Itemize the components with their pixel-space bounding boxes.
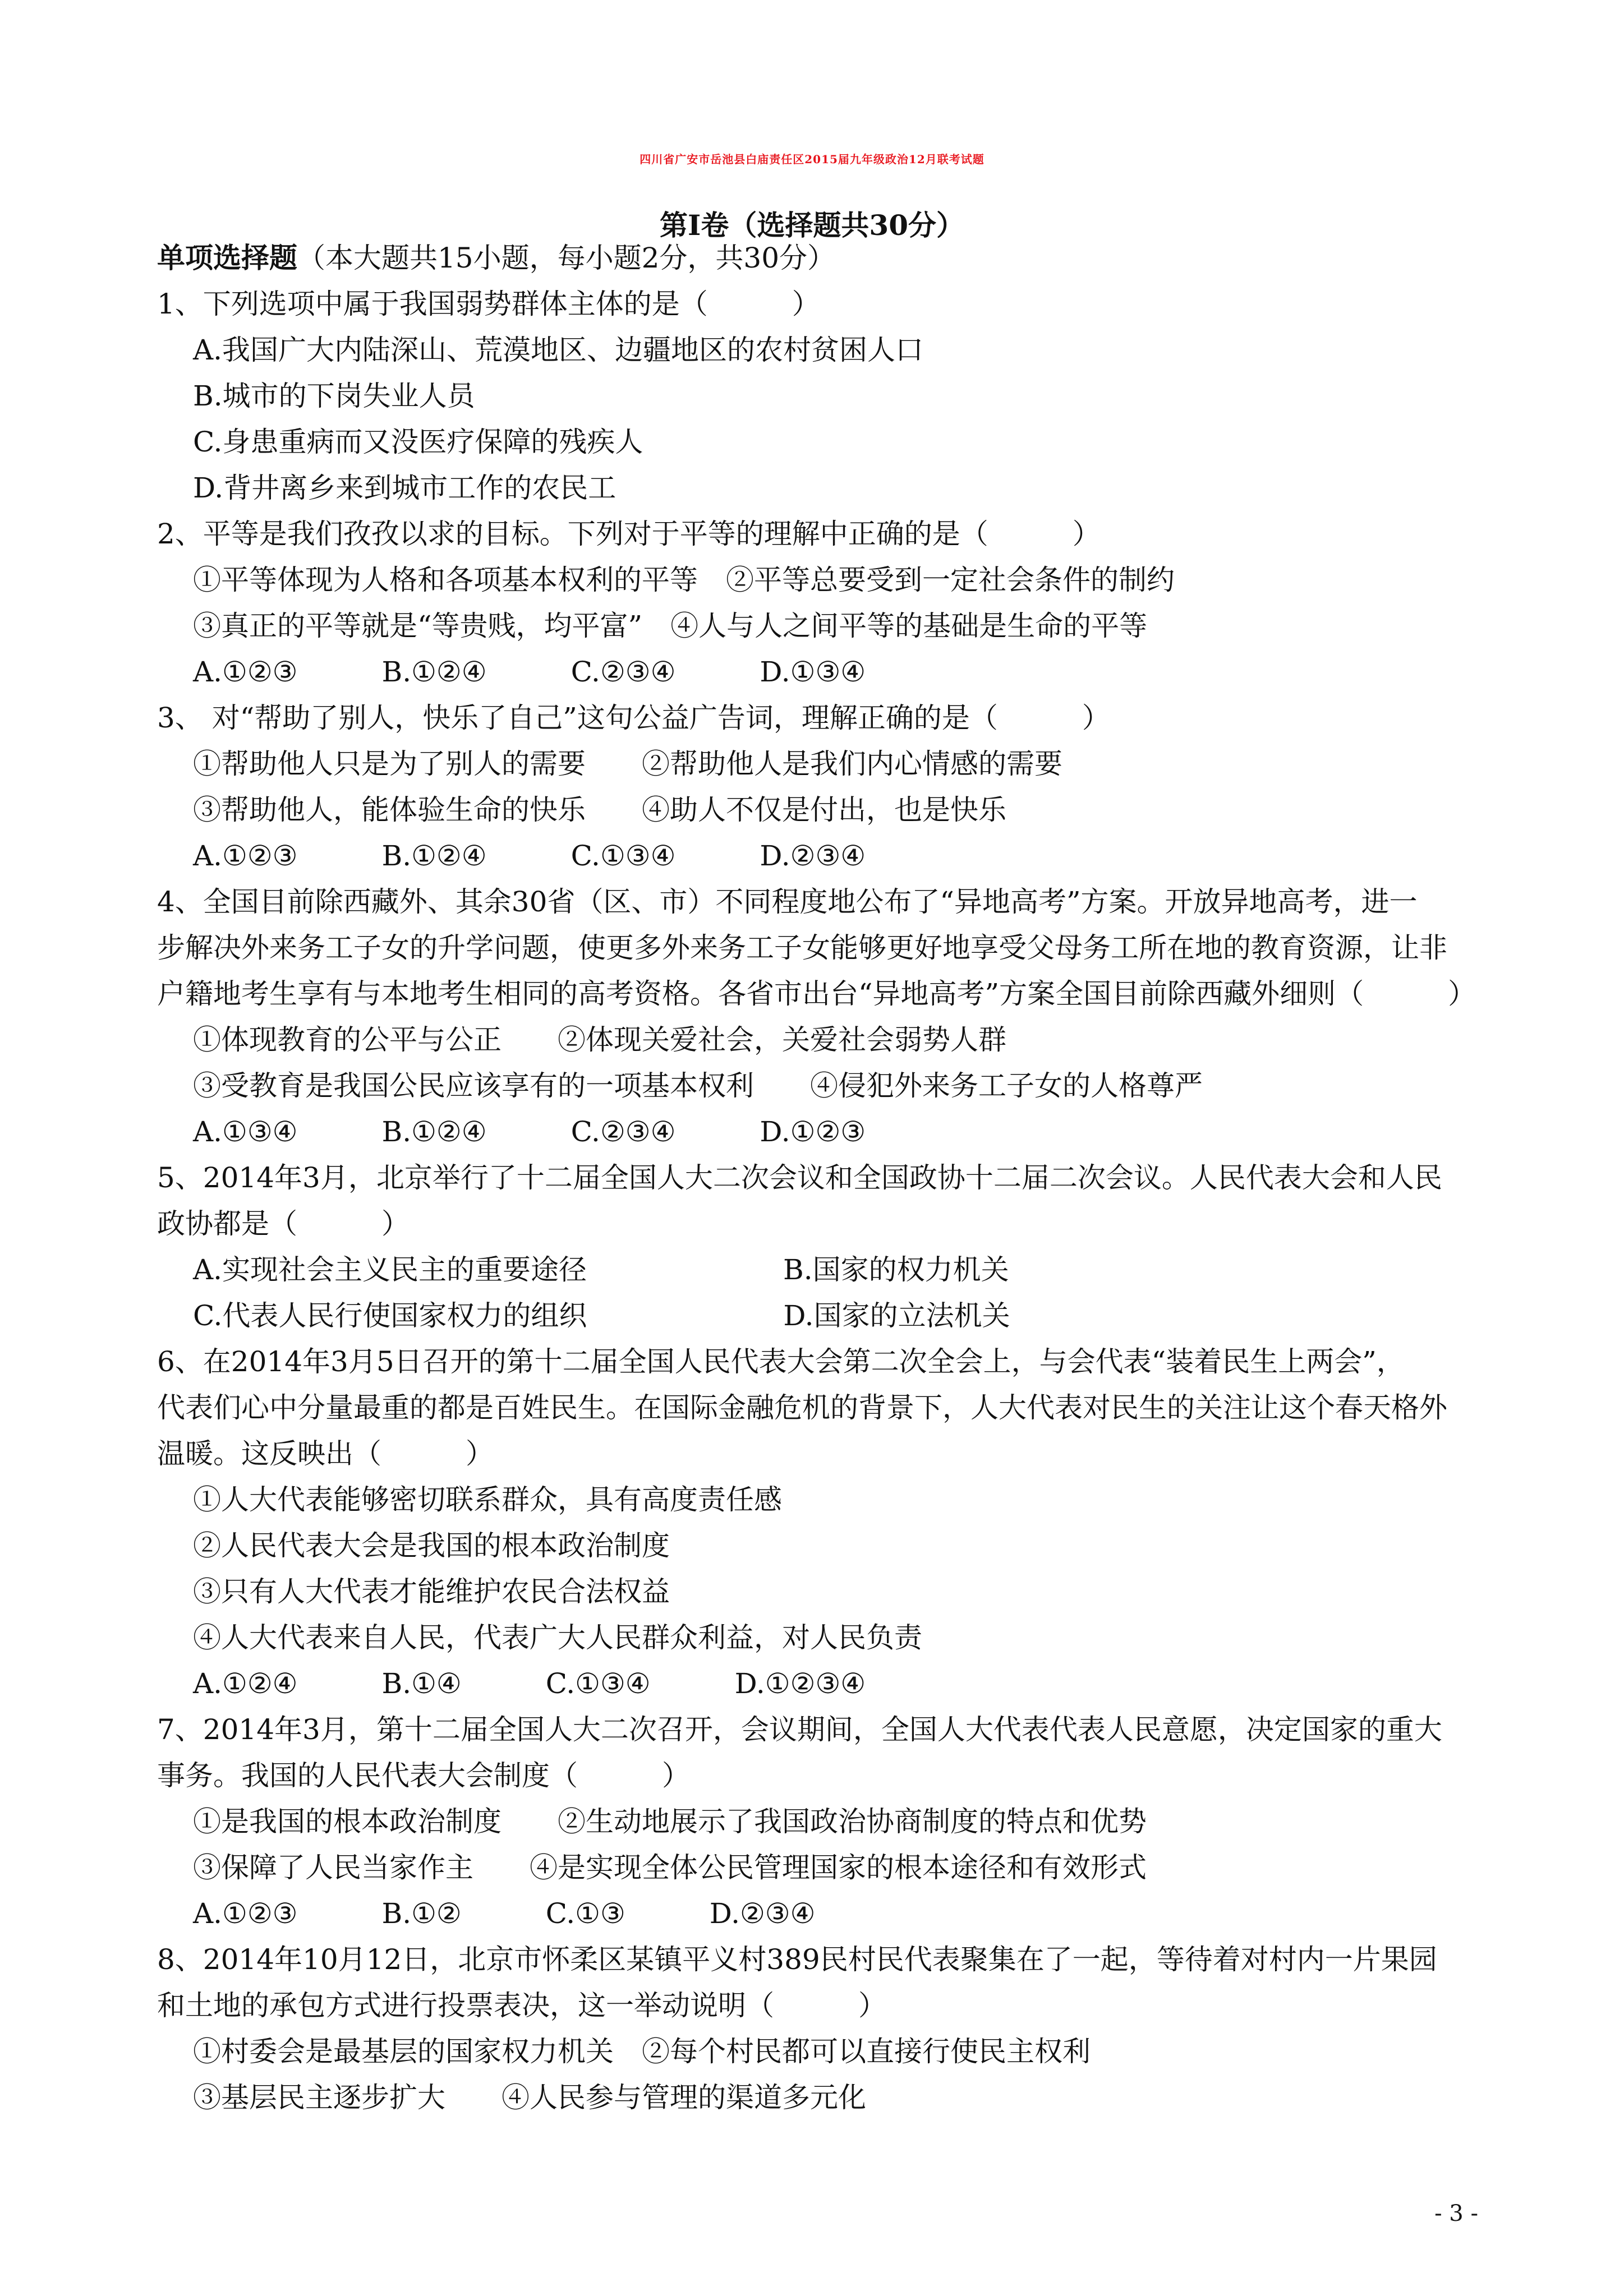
q4-options: A.①③④ B.①②④ C.②③④ D.①②③ <box>193 1115 866 1148</box>
question-3: 3、 对“帮助了别人，快乐了自己”这句公益广告词，理解正确的是（ ） <box>157 702 1110 734</box>
q1-option-d: D.背井离乡来到城市工作的农民工 <box>193 472 617 504</box>
question-7-line-2: 事务。我国的人民代表大会制度（ ） <box>157 1759 690 1792</box>
question-7-line-1: 7、2014年3月，第十二届全国人大二次召开，会议期间，全国人大代表代表人民意愿，决定国家的重大 <box>157 1713 1442 1746</box>
question-6-line-2: 代表们心中分量最重的都是百姓民生。在国际金融危机的背景下，人大代表对民生的关注让这个春天格外 <box>157 1391 1447 1424</box>
instruction-line <box>157 241 835 275</box>
question-5-line-1: 5、2014年3月，北京举行了十二届全国人大二次会议和全国政协十二届二次会议。人民代表大会和人民 <box>157 1161 1442 1194</box>
q2-options: A.①②③ B.①②④ C.②③④ D.①③④ <box>193 656 866 688</box>
q2-statements-2: ③真正的平等就是“等贵贱，均平富” ④人与人之间平等的基础是生命的平等 <box>193 610 1148 642</box>
document-title: 四川省广安市岳池县白庙责任区2015届九年级政治12月联考试题 <box>640 153 984 166</box>
page-number: - 3 - <box>1434 2201 1478 2226</box>
question-1: 1、下列选项中属于我国弱势群体主体的是（ ） <box>157 288 820 320</box>
q4-statements-1: ①体现教育的公平与公正 ②体现关爱社会，关爱社会弱势人群 <box>193 1023 1006 1056</box>
q6-statement-3: ③只有人大代表才能维护农民合法权益 <box>193 1575 670 1608</box>
q6-statement-1: ①人大代表能够密切联系群众，具有高度责任感 <box>193 1483 782 1516</box>
q5-options-cd: C.代表人民行使国家权力的组织 D.国家的立法机关 <box>193 1299 1010 1332</box>
q8-statements-2: ③基层民主逐步扩大 ④人民参与管理的渠道多元化 <box>193 2081 866 2114</box>
question-4-line-3: 户籍地考生享有与本地考生相同的高考资格。各省市出台“异地高考”方案全国目前除西藏外细则（ ） <box>157 978 1476 1010</box>
q2-statements-1: ①平等体现为人格和各项基本权利的平等 ②平等总要受到一定社会条件的制约 <box>193 564 1175 596</box>
question-8-line-2: 和土地的承包方式进行投票表决，这一举动说明（ ） <box>157 1989 886 2022</box>
question-4-line-1: 4、全国目前除西藏外、其余30省（区、市）不同程度地公布了“异地高考”方案。开放异地高考，进一 <box>157 886 1418 918</box>
q3-statements-1: ①帮助他人只是为了别人的需要 ②帮助他人是我们内心情感的需要 <box>193 748 1062 780</box>
q7-statements-2: ③保障了人民当家作主 ④是实现全体公民管理国家的根本途径和有效形式 <box>193 1851 1147 1884</box>
q6-statement-2: ②人民代表大会是我国的根本政治制度 <box>193 1529 670 1562</box>
q1-option-c: C.身患重病而又没医疗保障的残疾人 <box>193 426 643 458</box>
q3-statements-2: ③帮助他人，能体验生命的快乐 ④助人不仅是付出，也是快乐 <box>193 794 1006 826</box>
q4-statements-2: ③受教育是我国公民应该享有的一项基本权利 ④侵犯外来务工子女的人格尊严 <box>193 1069 1203 1102</box>
q1-option-b: B.城市的下岗失业人员 <box>193 380 475 412</box>
question-5-line-2: 政协都是（ ） <box>157 1207 410 1240</box>
q7-statements-1: ①是我国的根本政治制度 ②生动地展示了我国政治协商制度的特点和优势 <box>193 1805 1147 1838</box>
question-4-line-2: 步解决外来务工子女的升学问题，使更多外来务工子女能够更好地享受父母务工所在地的教育资源，让非 <box>157 932 1447 964</box>
question-6-line-3: 温暖。这反映出（ ） <box>157 1437 494 1470</box>
instruction-label: 单项选择题 <box>157 241 297 274</box>
question-6-line-1: 6、在2014年3月5日召开的第十二届全国人民代表大会第二次全会上，与会代表“装着民生上两会”， <box>157 1345 1405 1378</box>
question-8-line-1: 8、2014年10月12日，北京市怀柔区某镇平义村389民村民代表聚集在了一起，等待着对村内一片果园 <box>157 1943 1437 1976</box>
q1-option-a: A.我国广大内陆深山、荒漠地区、边疆地区的农村贫困人口 <box>193 334 924 366</box>
q6-options: A.①②④ B.①④ C.①③④ D.①②③④ <box>193 1667 866 1700</box>
q5-options-ab: A.实现社会主义民主的重要途径 B.国家的权力机关 <box>193 1253 1009 1286</box>
section-header: 第Ⅰ卷（选择题共30分） <box>660 209 964 242</box>
instruction-text: （本大题共15小题，每小题2分，共30分） <box>297 242 836 274</box>
q3-options: A.①②③ B.①②④ C.①③④ D.②③④ <box>193 840 866 872</box>
q7-options: A.①②③ B.①② C.①③ D.②③④ <box>193 1897 816 1930</box>
q8-statements-1: ①村委会是最基层的国家权力机关 ②每个村民都可以直接行使民主权利 <box>193 2035 1091 2068</box>
q6-statement-4: ④人大代表来自人民，代表广大人民群众利益，对人民负责 <box>193 1621 922 1654</box>
question-2: 2、平等是我们孜孜以求的目标。下列对于平等的理解中正确的是（ ） <box>157 518 1101 550</box>
